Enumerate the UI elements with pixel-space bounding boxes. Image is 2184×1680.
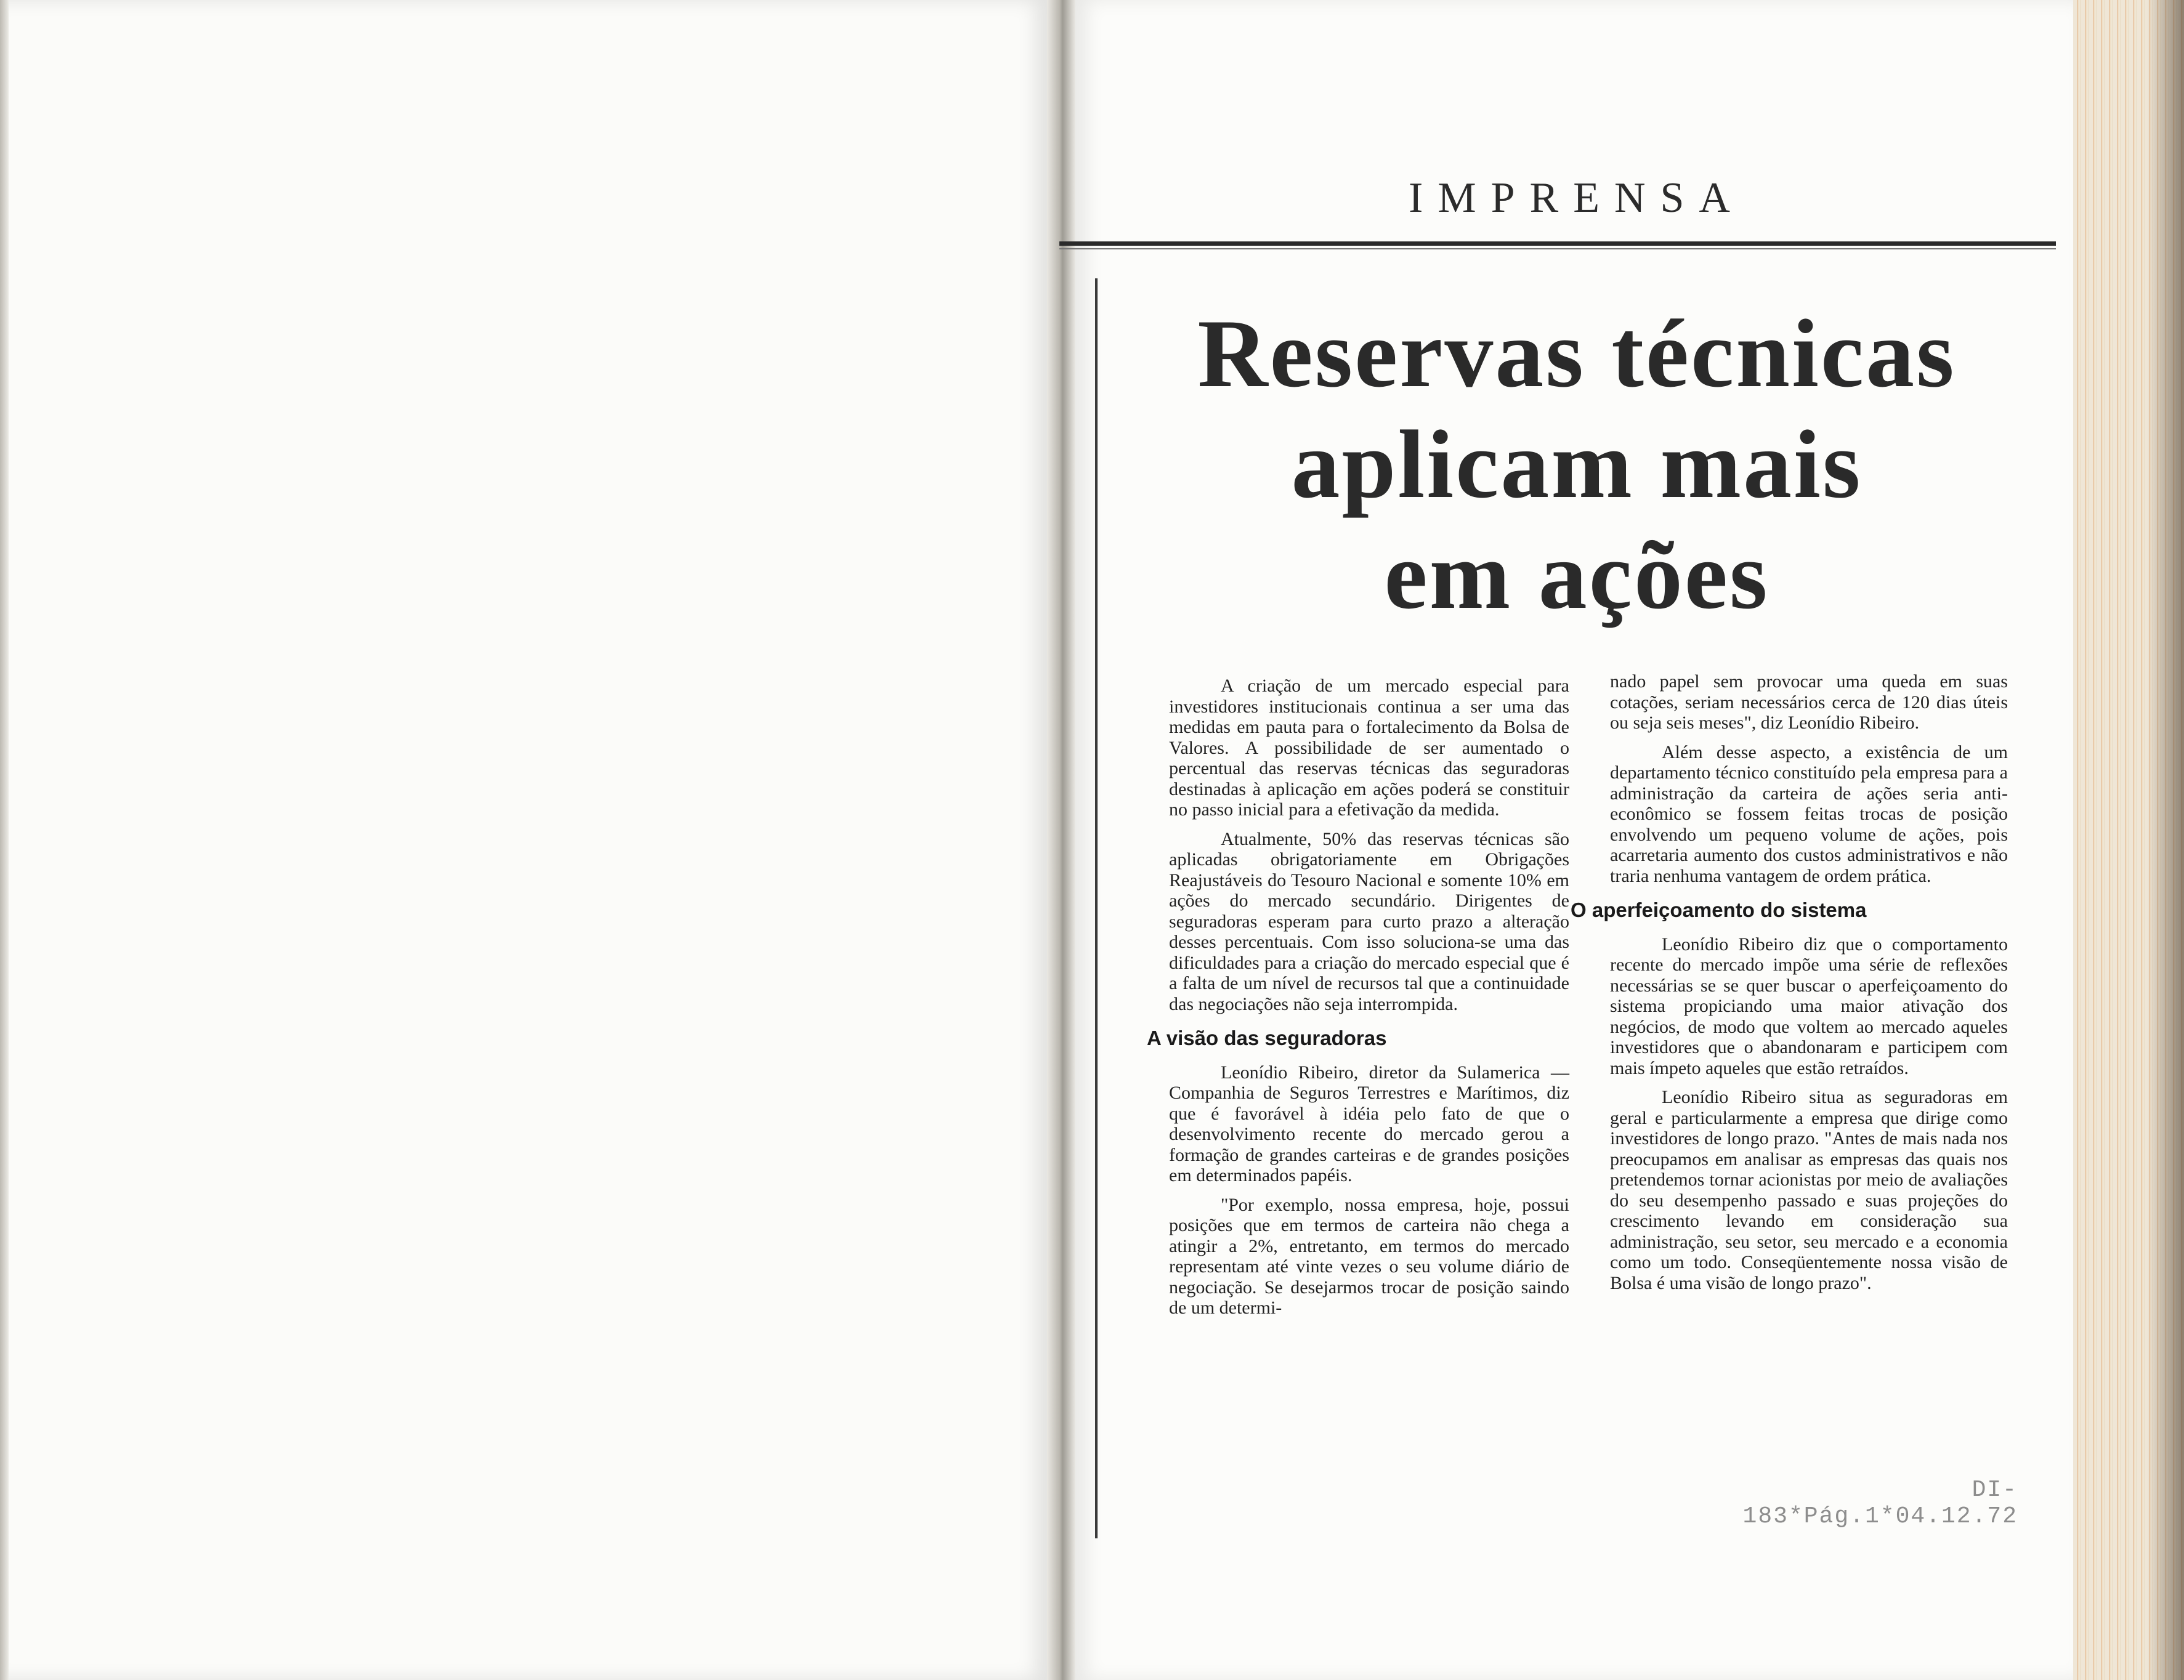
headline — [1158, 299, 1996, 631]
header-rule-thin — [1059, 248, 2056, 249]
article-column-1 — [1147, 676, 1569, 1327]
left-blank-page — [0, 0, 1047, 1680]
paragraph: Leonídio Ribeiro, diretor da Sulamerica — Companhia de Seguros Terrestres e Marítimos, diz que é favorável à idéia pelo fato de que o desenvolvimento recente do mercado gerou a formação de grandes carteiras e de grandes posições em determinados papéis. — [1169, 1062, 1569, 1185]
headline-line-1: Reservas técnicas — [1197, 300, 1956, 408]
header-rule — [1059, 241, 2056, 246]
article-column-2 — [1571, 671, 2008, 1302]
book-gutter — [1047, 0, 1075, 1680]
headline-line-2: aplicam mais — [1291, 411, 1862, 519]
subheading: A visão das seguradoras — [1147, 1027, 1387, 1049]
paragraph: A criação de um mercado especial para investidores institucionais continua a ser uma das medidas em pauta para o fortalecimento da Bolsa de Valores. A possibilidade de ser aumentado o percentual das reservas técnicas das seguradoras destinadas à aplicação em ações poderá se constituir no passo inicial para a efetivação da medida. — [1169, 676, 1569, 820]
paragraph: Atualmente, 50% das reservas técnicas são aplicadas obrigatoriamente em Obrigações Reajustáveis do Tesouro Nacional e somente 10% em ações do mercado secundário. Dirigentes de seguradoras esperam para curto prazo a alteração desses percentuais. Com isso soluciona-se uma das dificuldades para a criação do mercado especial que é a falta de um nível de recursos tal que a continuidade das negociações não seja interrompida. — [1169, 828, 1569, 1014]
paragraph: Leonídio Ribeiro situa as seguradoras em geral e particularmente a empresa que dirige como investidores de longo prazo. "Antes de mais nada nos preocupamos em analisar as empresas das quais nos pretendemos tornar acionistas por meio de avaliações do seu desempenho passado e suas projeções do crescimento levando em consideração sua administração, seu setor, seu mercado e a economia como um todo. Conseqüentemente nossa visão de Bolsa é uma visão de longo prazo". — [1610, 1087, 2008, 1293]
section-title: IMPRENSA — [1409, 174, 1745, 222]
headline-line-3: em ações — [1384, 522, 1769, 629]
archive-stamp: DI-183*Pág.1*04.12.72 — [1742, 1477, 2018, 1530]
paragraph: Leonídio Ribeiro diz que o comportamento recente do mercado impõe uma série de reflexões necessárias se se quer buscar o aperfeiçoamento do sistema propiciando uma maior ativação dos negócios, de modo que voltem ao mercado aqueles investidores que o abandonaram e participem com mais ímpeto aqueles que estão retraídos. — [1610, 934, 2008, 1078]
column-margin-line — [1095, 278, 1098, 1538]
paragraph: Além desse aspecto, a existência de um departamento técnico constituído pela empresa para a administração da carteira de ações seria anti-econômico se fossem feitas trocas de posição envolvendo um pequeno volume de ações, pois acarretaria aumento dos custos administrativos e não traria nenhuma vantagem de ordem prática. — [1610, 741, 2008, 886]
paragraph: nado papel sem provocar uma queda em suas cotações, seriam necessários cerca de 120 dias úteis ou seja seis meses", diz Leonídio Ribeiro. — [1610, 671, 2008, 733]
paragraph: "Por exemplo, nossa empresa, hoje, possui posições que em termos de carteira não chega a atingir a 2%, entretanto, em termos do mercado representam até vinte vezes o seu volume diário de negociação. Se desejarmos trocar de posição saindo de um determi- — [1169, 1194, 1569, 1318]
page-stack-shade — [2147, 0, 2184, 1680]
left-page-edge — [0, 0, 9, 1680]
page-stack-edge — [2073, 0, 2184, 1680]
subheading: O aperfeiçoamento do sistema — [1571, 899, 1867, 921]
